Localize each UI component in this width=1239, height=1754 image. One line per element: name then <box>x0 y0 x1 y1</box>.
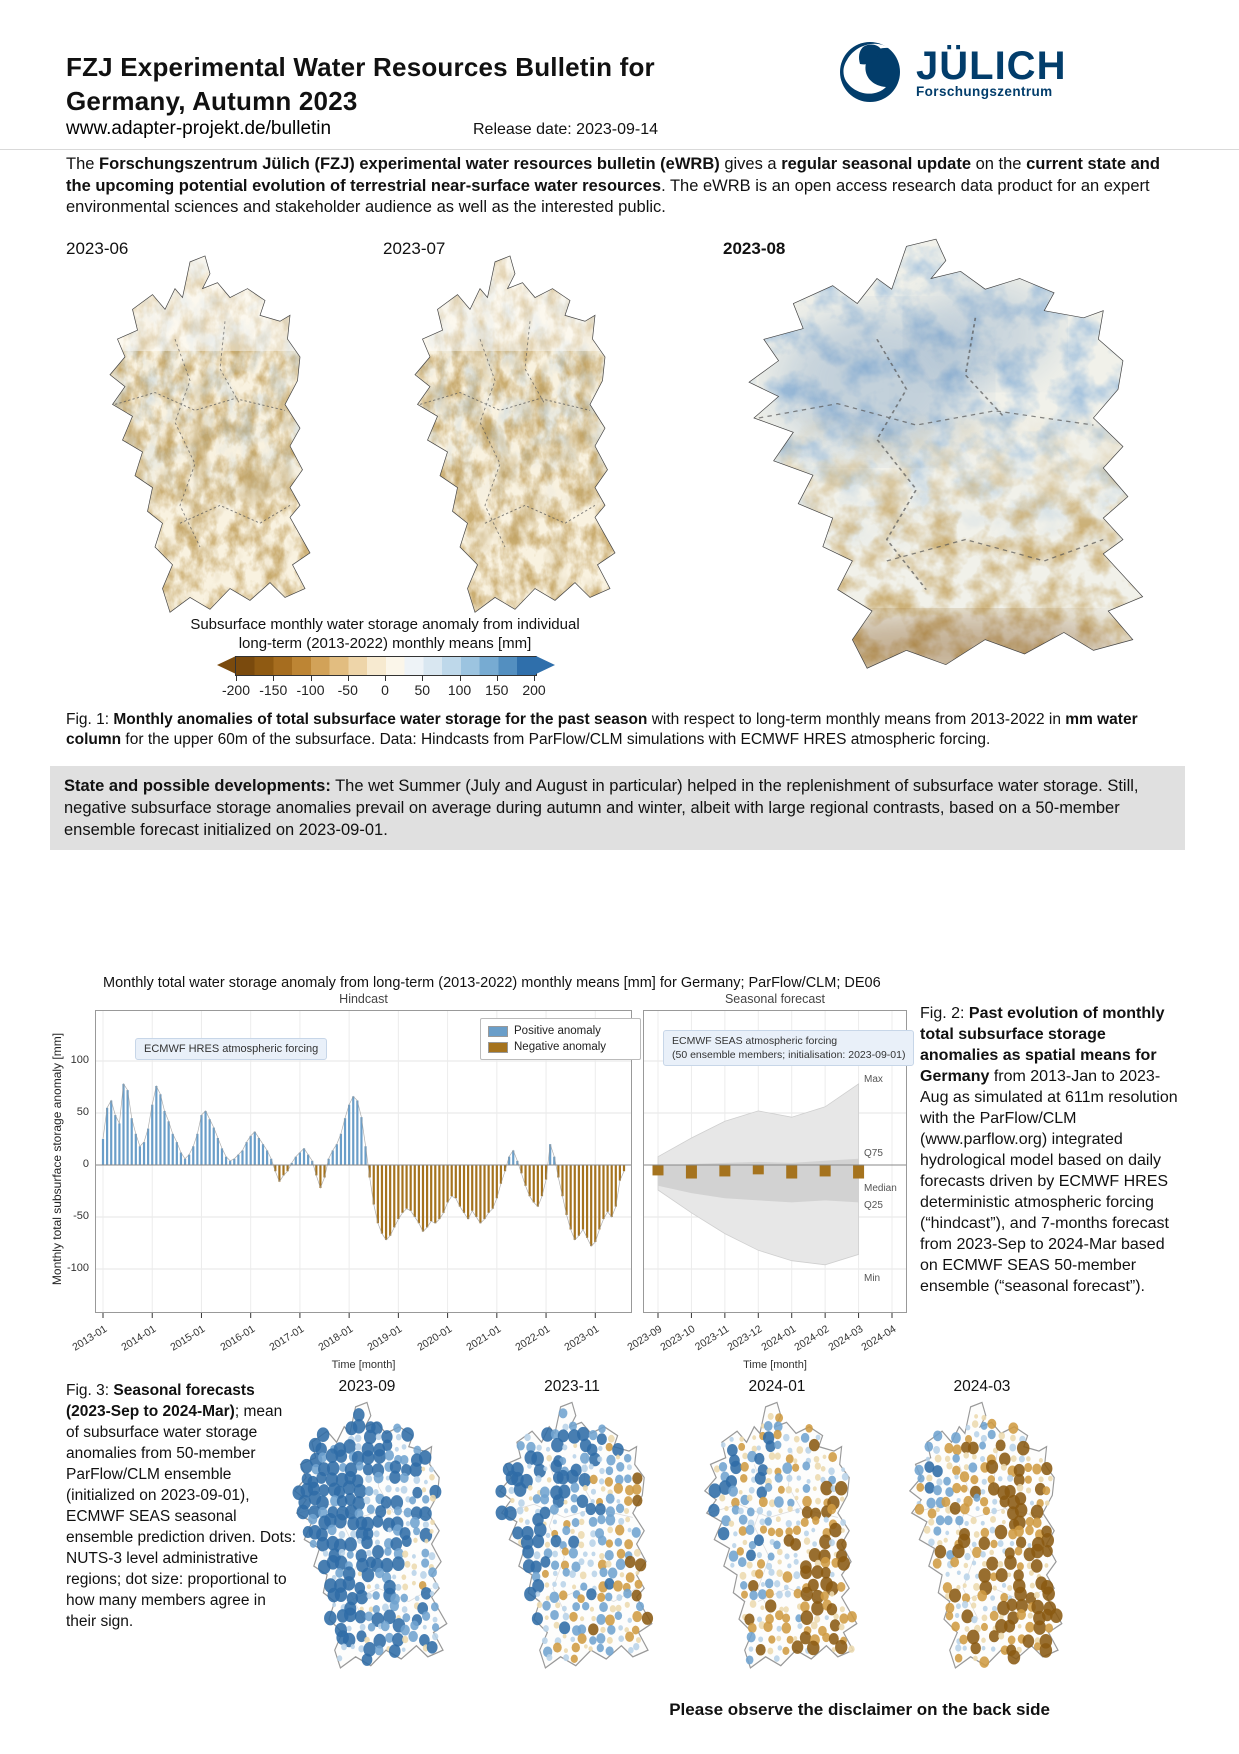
forecast-annotation-line1: ECMWF SEAS atmospheric forcing <box>672 1035 838 1047</box>
page-title-line1: FZJ Experimental Water Resources Bulletin for <box>66 52 655 82</box>
bulletin-url-link[interactable]: www.adapter-projekt.de/bulletin <box>66 118 332 139</box>
fig1-map-label-august: 2023-08 <box>723 239 786 258</box>
colorbar-tick-label: 50 <box>414 682 431 698</box>
germany-anomaly-map <box>385 250 635 642</box>
juelich-logo <box>838 40 1066 104</box>
germany-dot-map <box>682 1398 872 1690</box>
colorbar-tickmark <box>534 675 535 681</box>
germany-anomaly-map <box>80 250 330 642</box>
colorbar-tickmark <box>422 675 423 681</box>
colorbar-tickmark <box>385 675 386 681</box>
x-axis-tick-label: 2014-01 <box>119 1323 159 1354</box>
colorbar-tickmark <box>273 675 274 681</box>
chart-y-axis-label: Monthly total subsurface storage anomaly [mm] <box>50 1032 64 1286</box>
anomaly-map-2023-06 <box>80 250 330 642</box>
chart-legend <box>480 1018 641 1060</box>
positive-anomaly-swatch <box>488 1026 508 1037</box>
forecast-annotation-line2: (50 ensemble members; initialisation: 2023-09-01) <box>672 1049 906 1061</box>
legend-negative-label: Negative anomaly <box>514 1041 607 1053</box>
colorbar-right-arrow <box>536 656 555 674</box>
colorbar-tick-label: 100 <box>447 682 472 698</box>
colorbar-left-arrow <box>217 656 236 674</box>
legend-negative-anomaly <box>488 1039 633 1055</box>
legend-positive-label: Positive anomaly <box>514 1025 601 1037</box>
state-summary-box: State and possible developments: The wet Summer (July and August in particular) helped in the replenishment of subsurface water storage. Still, negative subsurface storage anomalies prevail on average during autumn and winter, albeit with large regional contrasts, based on a 50-member ensemble forecast initialized on 2023-09-01. <box>50 766 1185 850</box>
x-axis-label: Time [month] <box>331 1359 396 1371</box>
x-axis-label: Time [month] <box>743 1359 807 1371</box>
page-title-line2: Germany, Autumn 2023 <box>66 86 358 116</box>
colorbar-tick-label: -100 <box>296 682 325 698</box>
colorbar-tickmark <box>460 675 461 681</box>
fig3-map-label-3: 2024-01 <box>748 1378 806 1395</box>
fig1-map-label-june: 2023-06 <box>66 239 129 258</box>
chart-title: Monthly total water storage anomaly from long-term (2013-2022) monthly means [mm] for Germany; ParFlow/CLM; DE06 <box>103 975 881 991</box>
fig1-caption: Fig. 1: Monthly anomalies of total subsurface water storage for the past season with respect to long-term monthly means from 2013-2022 in mm water column for the upper 60m of the subsurface. Data: Hindcasts from ParFlow/CLM simulations with ECMWF HRES atmospheric forcing. <box>66 711 1138 748</box>
forecast-dot-map-2024-01 <box>682 1398 872 1690</box>
x-axis-tick-label: 2023-10 <box>658 1323 698 1354</box>
x-axis-tick-label: 2024-02 <box>792 1323 832 1354</box>
band-label-q75: Q75 <box>864 1147 883 1159</box>
hindcast-panel-title: Hindcast <box>339 992 388 1006</box>
colorbar-title <box>150 615 620 653</box>
colorbar-tick-label: -200 <box>221 682 251 698</box>
release-date: Release date: 2023-09-14 <box>473 121 659 138</box>
colorbar-gradient <box>235 656 537 676</box>
fig3-caption: Fig. 3: Seasonal forecasts (2023-Sep to 2024-Mar); mean of subsurface water storage anomalies from 50-member ParFlow/CLM ensemble (initialized on 2023-09-01), ECMWF SEAS seasonal ensemble prediction driven. Dots: NUTS-3 level administrative regions; dot size: proportional to how many members agree in their sign. <box>66 1382 297 1630</box>
forecast-dot-map-2023-11 <box>477 1398 667 1690</box>
y-axis-tick-label: -50 <box>73 1210 89 1222</box>
colorbar-title-line2: long-term (2013-2022) monthly means [mm] <box>238 635 532 652</box>
y-axis-tick-label: 100 <box>70 1054 89 1066</box>
x-axis-tick-label: 2023-09 <box>625 1323 665 1354</box>
negative-anomaly-swatch <box>488 1042 508 1053</box>
intro-paragraph: The Forschungszentrum Jülich (FZJ) experimental water resources bulletin (eWRB) gives a regular seasonal update on the current state and the upcoming potential evolution of terrestrial near-surface water resources. The eWRB is an open access research data product for an expert environmental sciences and stakeholder audience as well as the interested public. <box>66 155 1160 216</box>
colorbar-tickmark <box>348 675 349 681</box>
colorbar-tickmark <box>497 675 498 681</box>
anomaly-colorbar <box>215 656 555 674</box>
forecast-dot-map-2024-03 <box>887 1398 1077 1690</box>
hindcast-annotation: ECMWF HRES atmospheric forcing <box>135 1038 327 1060</box>
x-axis-tick-label: 2023-12 <box>725 1323 765 1354</box>
x-axis-tick-label: 2021-01 <box>464 1323 504 1354</box>
germany-dot-map <box>477 1398 667 1690</box>
x-axis-tick-label: 2023-11 <box>692 1323 732 1354</box>
juelich-logo-icon <box>838 40 902 104</box>
forecast-annotation <box>663 1030 914 1066</box>
forecast-dot-map-2023-09 <box>272 1398 462 1690</box>
colorbar-tickmark <box>236 675 237 681</box>
colorbar-tick-label: 150 <box>485 682 509 698</box>
fig3-map-label-4: 2024-03 <box>953 1378 1011 1395</box>
y-axis-tick-label: -100 <box>66 1262 89 1274</box>
forecast-panel-title: Seasonal forecast <box>724 992 826 1006</box>
y-axis-tick-label: 0 <box>82 1158 89 1170</box>
fig3-map-label-1: 2023-09 <box>338 1378 396 1395</box>
band-label-max: Max <box>864 1073 883 1085</box>
x-axis-tick-label: 2018-01 <box>316 1323 356 1354</box>
x-axis-tick-label: 2016-01 <box>217 1323 258 1354</box>
colorbar-ticks <box>215 674 555 700</box>
x-axis-tick-label: 2023-01 <box>562 1323 602 1354</box>
germany-dot-map <box>272 1398 462 1690</box>
anomaly-map-2023-08 <box>690 232 1182 704</box>
band-label-median: Median <box>864 1182 897 1194</box>
germany-dot-map <box>887 1398 1077 1690</box>
map-texture <box>690 232 1182 704</box>
juelich-subtitle: Forschungszentrum <box>916 83 1053 99</box>
x-axis-tick-label: 2019-01 <box>365 1323 405 1354</box>
x-axis-tick-label: 2024-01 <box>759 1323 799 1354</box>
fig3-map-label-2: 2023-11 <box>544 1378 600 1395</box>
colorbar-tick-label: 200 <box>522 682 546 698</box>
x-axis-tick-label: 2020-01 <box>414 1323 454 1354</box>
juelich-wordmark: JÜLICH <box>916 43 1067 88</box>
x-axis-tick-label: 2024-04 <box>859 1323 899 1354</box>
fig2-caption: Fig. 2: Past evolution of monthly total subsurface storage anomalies as spatial means for Germany from 2013-Jan to 2023-Aug as simulated at 611m resolution with the ParFlow/CLM (www.parflow.org) integrated hydrological model based on daily forecasts driven by ECMWF HRES deterministic atmospheric forcing (“hindcast”), and 7-months forecast from 2023-Sep to 2024-Mar based on ECMWF SEAS 50-member ensemble (“seasonal forecast”). <box>920 1005 1178 1295</box>
band-label-min: Min <box>864 1272 881 1284</box>
band-label-q25: Q25 <box>864 1200 883 1212</box>
juelich-logo-text <box>916 43 1067 99</box>
y-axis-tick-label: 50 <box>76 1106 89 1118</box>
colorbar-tick-label: -150 <box>259 682 288 698</box>
x-axis-tick-label: 2017-01 <box>267 1323 307 1354</box>
legend-positive-anomaly <box>488 1023 633 1039</box>
page-title <box>66 50 655 118</box>
map-texture <box>80 250 330 642</box>
x-axis-tick-label: 2024-03 <box>825 1323 865 1354</box>
x-axis-tick-label: 2022-01 <box>513 1323 553 1354</box>
colorbar-title-line1: Subsurface monthly water storage anomaly from individual <box>190 616 580 633</box>
anomaly-map-2023-07 <box>385 250 635 642</box>
disclaimer-note: Please observe the disclaimer on the back side <box>669 1700 1050 1719</box>
colorbar-tickmark <box>311 675 312 681</box>
header-divider <box>0 149 1239 150</box>
x-axis-tick-label: 2013-01 <box>70 1323 110 1354</box>
germany-anomaly-map <box>690 232 1182 704</box>
fig1-map-label-july: 2023-07 <box>383 239 446 258</box>
colorbar-tick-label: -50 <box>337 682 358 698</box>
x-axis-tick-label: 2015-01 <box>168 1323 208 1354</box>
map-texture <box>385 250 635 642</box>
colorbar-tick-label: 0 <box>381 682 389 698</box>
